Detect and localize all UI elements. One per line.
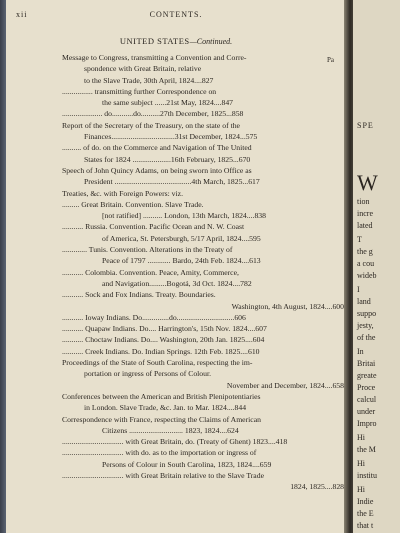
facing-page-text: wideb: [357, 271, 377, 280]
contents-line: of America, St. Petersburgh, 5/17 April, 1824....595: [102, 233, 261, 243]
facing-page-text: of the: [357, 333, 376, 342]
section-continued: —Continued.: [189, 37, 233, 46]
contents-line: ............. Tunis. Convention. Alterations in the Treaty of: [62, 245, 233, 255]
contents-line: Correspondence with France, respecting the Claims of American: [62, 414, 261, 424]
facing-page-text: In: [357, 347, 364, 356]
contents-line: Finances.................................31st December, 1824...575: [84, 132, 258, 142]
contents-line: ..................... do...........do..........27th December, 1825...858: [62, 109, 244, 119]
contents-line: ........... Creek Indians. Do. Indian Springs. 12th Feb. 1825....610: [62, 346, 260, 356]
facing-page-text: I: [357, 285, 360, 294]
contents-line: Conferences between the American and British Plenipotentiaries: [62, 391, 261, 401]
contents-line: Peace of 1797 ............ Bardo, 24th Feb. 1824....613: [102, 256, 261, 266]
contents-line: Washington, 4th August, 1824....600: [231, 301, 344, 311]
facing-page-text: the M: [357, 445, 376, 454]
facing-page-text: institu: [357, 471, 378, 480]
contents-line: ........... Russia. Convention. Pacific Ocean and N. W. Coast: [62, 222, 245, 232]
contents-line: ........... Choctaw Indians. Do.... Washington, 20th Jan. 1825....604: [62, 335, 265, 345]
facing-page-text: SPE: [357, 121, 374, 130]
facing-page-text: the g: [357, 247, 373, 256]
contents-line: portation or ingress of Persons of Colour.: [84, 369, 212, 379]
contents-line: and Navigation.........Bogotá, 3d Oct. 1824....782: [102, 278, 252, 288]
contents-line: Treaties, &c. with Foreign Powers: viz.: [62, 188, 183, 198]
contents-line: Proceedings of the State of South Carolina, respecting the im-: [62, 358, 253, 368]
facing-page-text: T: [357, 235, 362, 244]
facing-page-text: lated: [357, 221, 373, 230]
facing-page-text: greate: [357, 371, 377, 380]
contents-line: Report of the Secretary of the Treasury, on the state of the: [62, 120, 240, 130]
contents-line: ........... Colombia. Convention. Peace, Amity, Commerce,: [62, 267, 239, 277]
facing-page-text: Proce: [357, 383, 376, 392]
contents-line: in London. Slave Trade, &c. Jan. to Mar. 1824....844: [84, 403, 247, 413]
contents-line: ................................ with Great Britain relative to the Slave Trade: [62, 470, 264, 480]
header-title: CONTENTS.: [149, 10, 203, 19]
contents-line: .......... of do. on the Commerce and Navigation of The United: [62, 143, 252, 153]
contents-line: spondence with Great Britain, relative: [84, 64, 202, 74]
contents-line: ........... Quapaw Indians. Do.... Harrington's, 15th Nov. 1824....607: [62, 324, 267, 334]
facing-page-text: incre: [357, 209, 373, 218]
contents-line: ................ transmitting further Correspondence on: [62, 86, 217, 96]
facing-page-text: jesty,: [357, 321, 374, 330]
contents-line: the same subject ......21st May, 1824....847: [102, 98, 234, 108]
facing-page-text: Britai: [357, 359, 376, 368]
facing-page-text: a cou: [357, 259, 375, 268]
facing-page-text: the E: [357, 509, 374, 518]
contents-line: ................................ with do. as to the importation or ingress of: [62, 448, 257, 458]
running-header: [16, 10, 336, 24]
facing-page-text: land: [357, 297, 371, 306]
contents-line: ........... Ioway Indians. Do..............do..............................606: [62, 312, 246, 322]
contents-line: Citizens ............................ 1823, 1824....624: [102, 425, 239, 435]
facing-page-text: Hi: [357, 433, 365, 442]
contents-line: ................................ with Great Britain, do. (Treaty of Ghent) 1823....418: [62, 437, 288, 447]
facing-page-text: Impro: [357, 419, 377, 428]
page-number: xii: [16, 10, 28, 19]
contents-line: November and December, 1824....658: [226, 380, 344, 390]
section-name: UNITED STATES: [119, 36, 190, 46]
facing-page-text: W: [357, 170, 378, 195]
section-title: [16, 36, 336, 46]
contents-line: President ........................................4th March, 1825...617: [84, 177, 260, 187]
facing-page-text: that t: [357, 521, 374, 530]
facing-page-text: Indie: [357, 497, 374, 506]
contents-line: States for 1824 ....................16th February, 1825...670: [84, 154, 251, 164]
page-edge: [0, 0, 6, 533]
contents-line: Persons of Colour in South Carolina, 1823, 1824....659: [102, 459, 272, 469]
contents-line: [not ratified] .......... London, 13th March, 1824....838: [102, 211, 266, 221]
facing-page-text: calcul: [357, 395, 377, 404]
facing-page-text: Hi: [357, 459, 365, 468]
page-column-label: Pa: [327, 56, 334, 64]
contents-line: Speech of John Quincy Adams, on being sworn into Office as: [62, 165, 252, 175]
contents-line: 1824, 1825....828: [290, 482, 344, 492]
facing-page: [353, 0, 400, 533]
contents-entries: [62, 52, 344, 493]
contents-line: to the Slave Trade, 30th April, 1824....827: [84, 75, 214, 85]
facing-page-text: under: [357, 407, 376, 416]
contents-line: ........... Sock and Fox Indians. Treaty. Boundaries.: [62, 290, 216, 300]
facing-page-text: Hi: [357, 485, 365, 494]
facing-page-text: tion: [357, 197, 370, 206]
contents-line: ......... Great Britain. Convention. Slave Trade.: [62, 199, 204, 209]
facing-page-text: suppo: [357, 309, 377, 318]
contents-line: Message to Congress, transmitting a Convention and Corre-: [62, 53, 247, 62]
